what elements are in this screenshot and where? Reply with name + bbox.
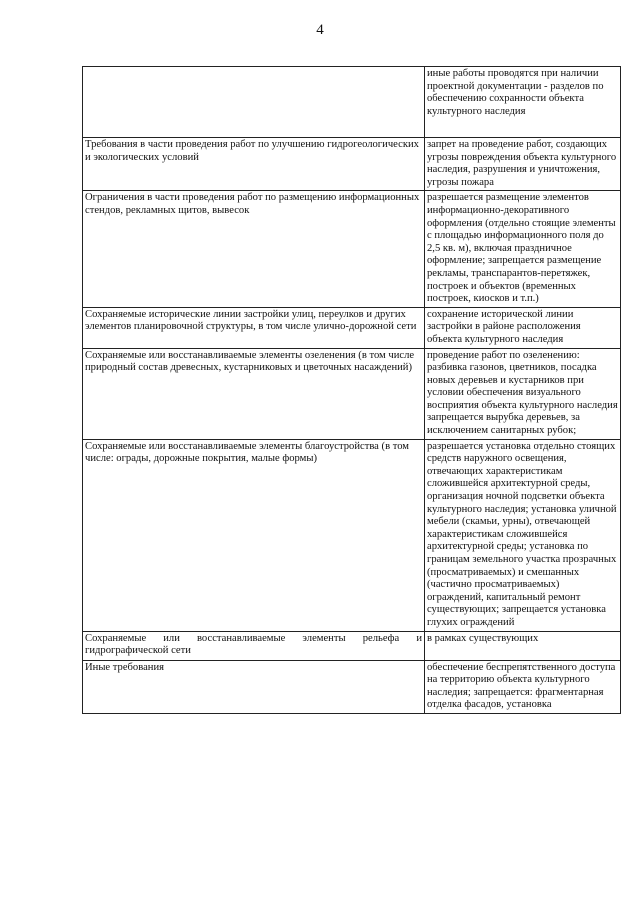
- table-row: [83, 660, 621, 713]
- details-cell: запрет на проведение работ, создающих угрозы повреждения объекта культурного наследия, разрушения и уничтожения, угрозы пожара: [425, 138, 621, 191]
- table-row: [83, 348, 621, 439]
- requirement-cell: Сохраняемые или восстанавливаемые элементы озеленения (в том числе природный состав древесных, кустарниковых и цветочных насаждений): [83, 348, 425, 439]
- table-row: [83, 307, 621, 348]
- table-row: [83, 67, 621, 138]
- page-number: 4: [316, 22, 324, 38]
- details-cell: разрешается установка отдельно стоящих средств наружного освещения, отвечающих характеристикам сложившейся архитектурной среды, организация ночной подсветки объекта культурного наследия; установка уличной мебели (скамьи, урны), отвечающей характеристикам сложившейся архитектурной среды; установка по границам земельного участка прозрачных (просматриваемых) и смешанных (частично просматриваемых) ограждений, капитальный ремонт существующих; запрещается установка глухих ограждений: [425, 439, 621, 631]
- details-cell: в рамках существующих: [425, 631, 621, 660]
- details-cell: проведение работ по озеленению: разбивка газонов, цветников, посадка новых деревьев и кустарников при условии обеспечения визуального восприятия объекта культурного наследия запрещается вырубка деревьев, за исключением санитарных рубок;: [425, 348, 621, 439]
- details-cell: обеспечение беспрепятственного доступа на территорию объекта культурного наследия; запрещается: фрагментарная отделка фасадов, установка: [425, 660, 621, 713]
- requirement-cell: Требования в части проведения работ по улучшению гидрогеологических и экологических условий: [83, 138, 425, 191]
- details-cell: разрешается размещение элементов информационно-декоративного оформления (отдельно стоящие элементы с площадью информационного поля до 2,5 кв. м), включая праздничное оформление; запрещается размещение рекламы, транспарантов-перетяжек, построек и объектов (временных построек, киосков и т.п.): [425, 191, 621, 307]
- requirement-cell: Сохраняемые или восстанавливаемые элементы благоустройства (в том числе: ограды, дорожные покрытия, малые формы): [83, 439, 425, 631]
- details-cell: сохранение исторической линии застройки в районе расположения объекта культурного наследия: [425, 307, 621, 348]
- requirement-cell: Сохраняемые исторические линии застройки улиц, переулков и других элементов планировочной структуры, в том числе улично-дорожной сети: [83, 307, 425, 348]
- requirement-cell: [83, 67, 425, 138]
- table-row: [83, 439, 621, 631]
- regulations-table: [82, 66, 621, 714]
- requirement-cell: Ограничения в части проведения работ по размещению информационных стендов, рекламных щитов, вывесок: [83, 191, 425, 307]
- details-cell: иные работы проводятся при наличии проектной документации - разделов по обеспечению сохранности объекта культурного наследия: [425, 67, 621, 138]
- table-row: [83, 191, 621, 307]
- requirement-cell: Сохраняемые или восстанавливаемые элементы рельефа и гидрографической сети: [83, 631, 425, 660]
- table-row: [83, 138, 621, 191]
- table-row: [83, 631, 621, 660]
- requirement-cell: Иные требования: [83, 660, 425, 713]
